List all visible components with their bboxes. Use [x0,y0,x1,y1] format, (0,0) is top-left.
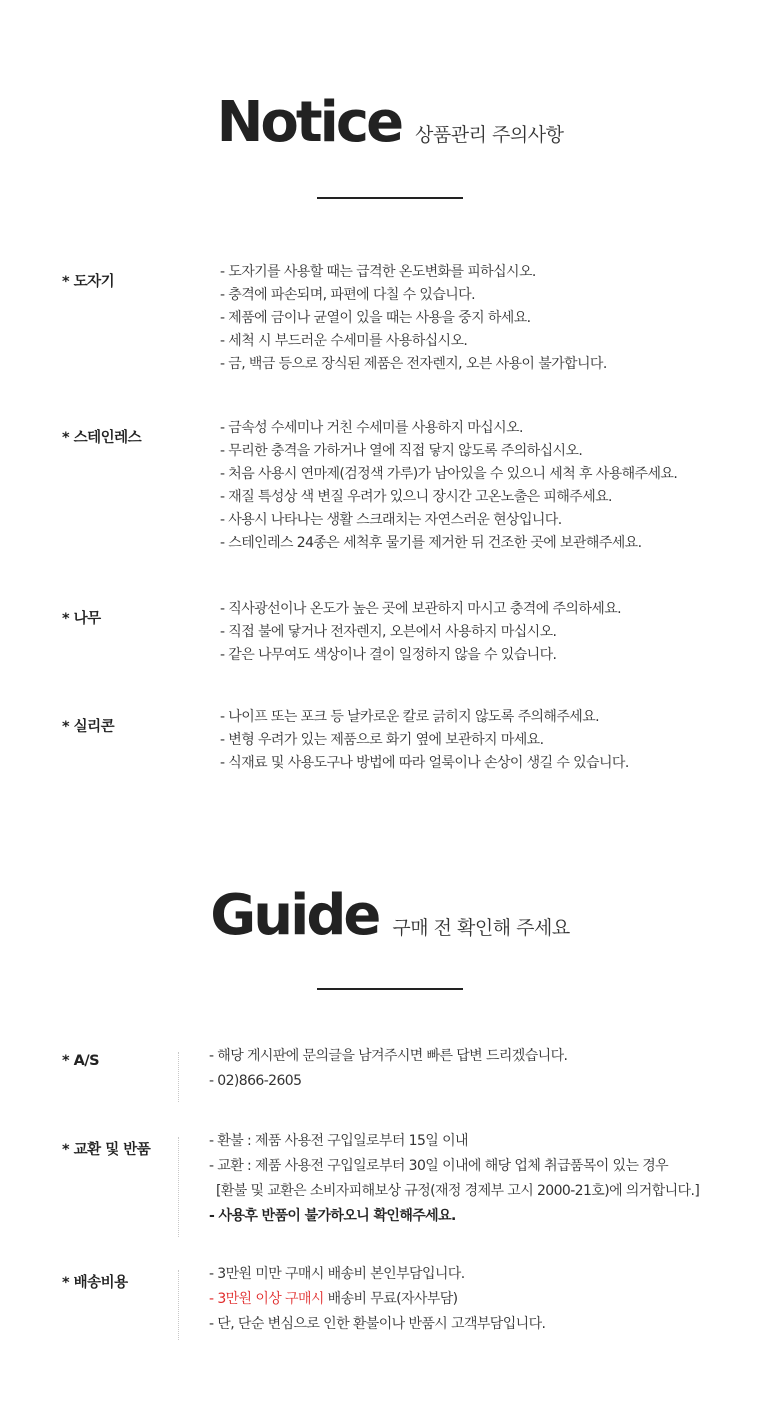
notice-line: - 직사광선이나 온도가 높은 곳에 보관하지 마시고 충격에 주의하세요. [220,601,621,617]
notice-line: - 변형 우려가 있는 제품으로 화기 옆에 보관하지 마세요. [220,732,544,748]
section-lines [209,1044,567,1094]
phone-number: - 02)866-2605 [209,1073,302,1089]
guide-separator [178,1137,179,1237]
notice-line: - 나이프 또는 포크 등 날카로운 칼로 긁히지 않도록 주의해주세요. [220,709,599,725]
section-lines [209,1129,699,1229]
notice-line: - 세척 시 부드러운 수세미를 사용하십시오. [220,333,468,349]
section-label: * 실리콘 [62,719,115,735]
notice-line: - 식재료 및 사용도구나 방법에 따라 얼룩이나 손상이 생길 수 있습니다. [220,755,629,771]
notice-line: - 직접 불에 닿거나 전자렌지, 오븐에서 사용하지 마십시오. [220,624,557,640]
section-label: * 스테인레스 [62,430,142,446]
notice-title: Notice [216,90,402,155]
section-label: * 배송비용 [62,1275,128,1291]
section-lines [220,598,621,667]
section-lines [220,261,607,376]
guide-line: - 단, 단순 변심으로 인한 환불이나 반품시 고객부담입니다. [209,1316,546,1332]
notice-line: - 도자기를 사용할 때는 급격한 온도변화를 피하십시오. [220,264,536,280]
guide-warning-line: - 사용후 반품이 불가하오니 확인해주세요. [209,1208,456,1224]
guide-line: - 해당 게시판에 문의글을 남겨주시면 빠른 답변 드리겠습니다. [209,1048,568,1064]
notice-line: - 무리한 충격을 가하거나 열에 직접 닿지 않도록 주의하십시오. [220,443,583,459]
notice-heading [0,90,780,155]
section-label: * 도자기 [62,274,115,290]
line-prefix: - [209,1291,218,1307]
notice-subtitle: 상품관리 주의사항 [415,124,564,146]
guide-heading [0,883,780,948]
section-label: * A/S [62,1053,100,1069]
notice-line: - 같은 나무여도 색상이나 결이 일정하지 않을 수 있습니다. [220,647,557,663]
guide-separator [178,1270,179,1340]
guide-title: Guide [210,883,379,948]
guide-separator [178,1052,179,1102]
line-rest: 배송비 무료(자사부담) [323,1291,458,1307]
section-label: * 교환 및 반품 [62,1142,151,1158]
guide-line-free-shipping [209,1287,545,1312]
notice-divider [317,197,463,199]
section-lines [220,417,677,555]
notice-line: - 스테인레스 24종은 세척후 물기를 제거한 뒤 건조한 곳에 보관해주세요. [220,535,642,551]
guide-subtitle: 구매 전 확인해 주세요 [392,917,570,939]
section-label: * 나무 [62,611,101,627]
guide-line: [환불 및 교환은 소비자피해보상 규정(재정 경제부 고시 2000-21호)에 의거합니다.] [216,1183,700,1199]
notice-line: - 금, 백금 등으로 장식된 제품은 전자렌지, 오븐 사용이 불가합니다. [220,356,607,372]
notice-line: - 충격에 파손되며, 파편에 다칠 수 있습니다. [220,287,475,303]
section-lines [220,706,629,775]
guide-line: - 환불 : 제품 사용전 구입일로부터 15일 이내 [209,1133,468,1149]
guide-divider [317,988,463,990]
section-lines [209,1262,545,1337]
notice-line: - 제품에 금이나 균열이 있을 때는 사용을 중지 하세요. [220,310,531,326]
guide-line: - 교환 : 제품 사용전 구입일로부터 30일 이내에 해당 업체 취급품목이 있는 경우 [209,1158,669,1174]
notice-line: - 사용시 나타나는 생활 스크래치는 자연스러운 현상입니다. [220,512,562,528]
notice-line: - 재질 특성상 색 변질 우려가 있으니 장시간 고온노출은 피해주세요. [220,489,612,505]
notice-line: - 처음 사용시 연마제(검정색 가루)가 남아있을 수 있으니 세척 후 사용해주세요. [220,466,678,482]
free-shipping-highlight: 3만원 이상 구매시 [217,1291,324,1307]
guide-line: - 3만원 미만 구매시 배송비 본인부담입니다. [209,1266,465,1282]
notice-line: - 금속성 수세미나 거친 수세미를 사용하지 마십시오. [220,420,523,436]
